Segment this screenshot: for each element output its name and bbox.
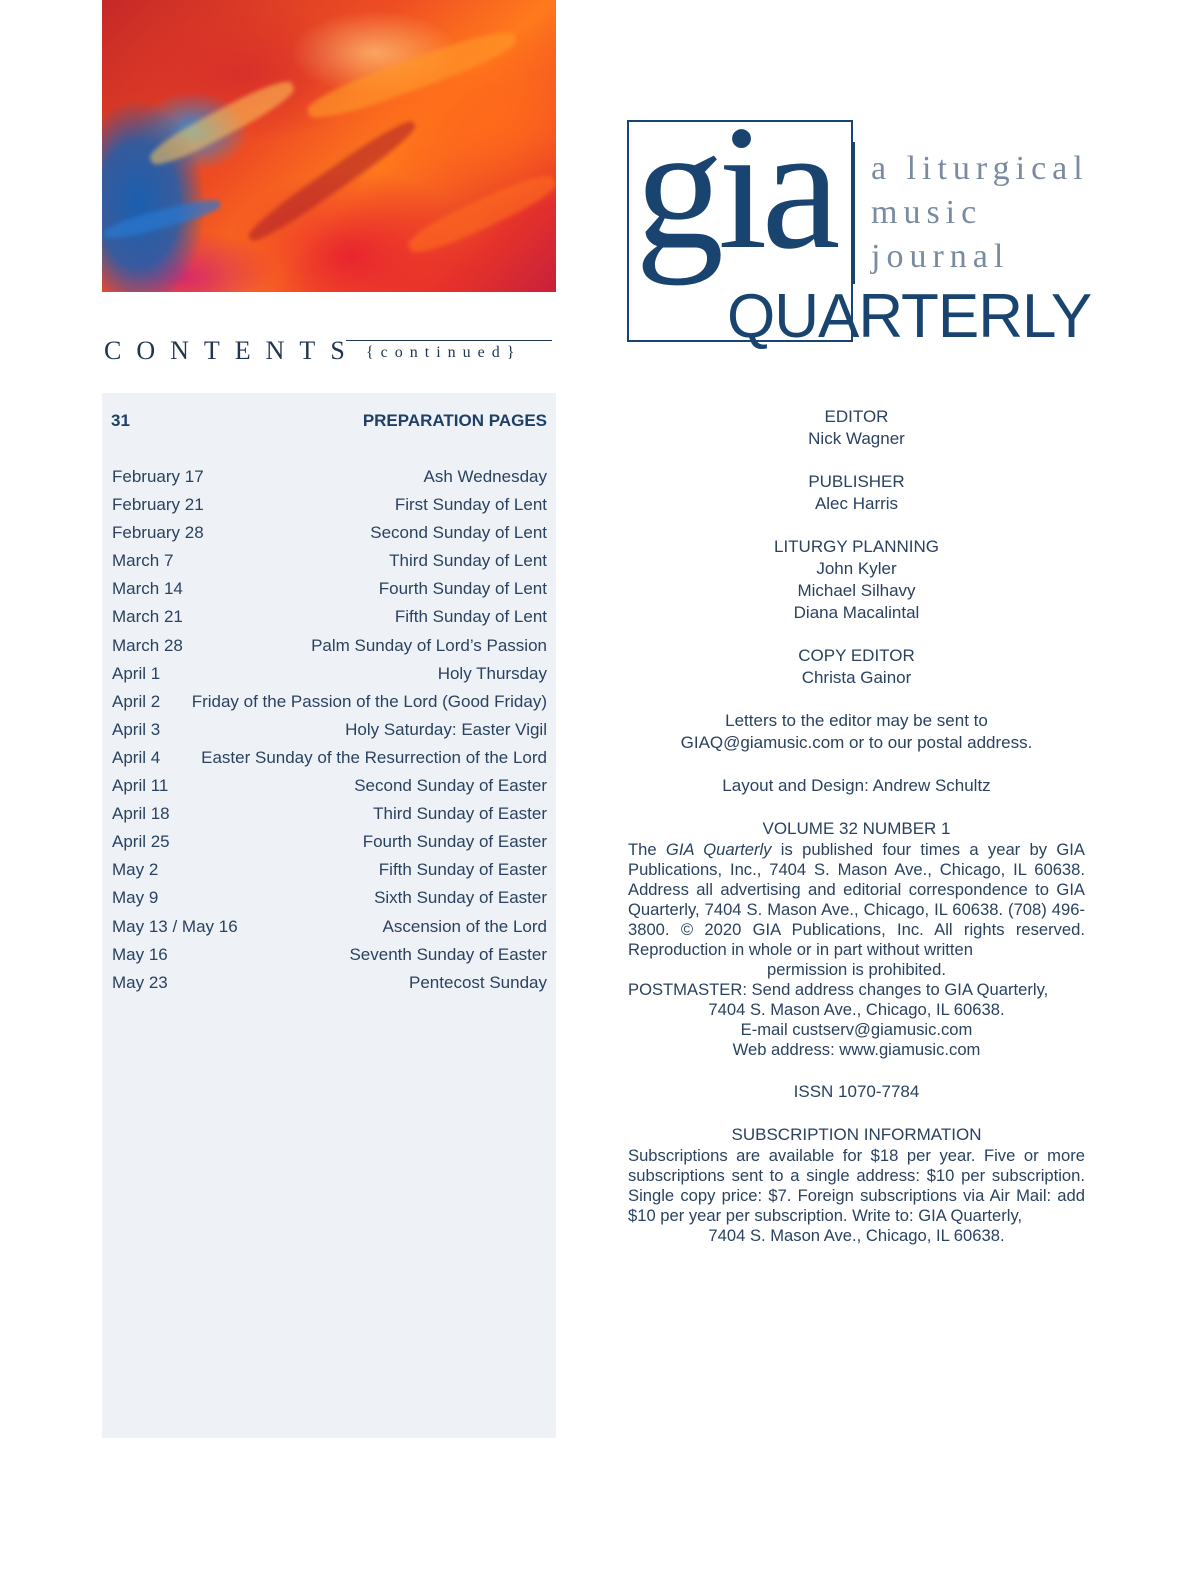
row-feast: Fourth Sunday of Easter	[362, 832, 547, 852]
row-date: April 25	[112, 832, 170, 852]
publisher-name: Alec Harris	[814, 494, 899, 513]
row-date: May 16	[112, 944, 168, 964]
row-feast: Third Sunday of Lent	[389, 551, 547, 571]
pub-body: is published four times a year by GIA Publications, Inc., 7404 S. Mason Ave., Chicago, IL 60638. Address all advertising and editorial correspondence to GIA Quarterly, 7404 S. Mason Ave., Chicago, IL 60638. (708) 496-3800. © 2020 GIA Publications, Inc. All rights reserved. Reproduction in whole or in part without written	[628, 840, 1085, 959]
row-date: February 17	[112, 467, 204, 486]
web-line[interactable]: Web address: www.giamusic.com	[732, 1040, 981, 1059]
editor-block	[628, 406, 1085, 450]
liturgy-name: Diana Macalintal	[793, 603, 920, 622]
contents-row[interactable]	[112, 465, 547, 493]
postmaster-text: POSTMASTER: Send address changes to GIA Quarterly,	[628, 980, 1049, 999]
contents-row[interactable]	[112, 915, 547, 943]
row-date: May 23	[112, 972, 168, 992]
row-date: May 2	[112, 860, 159, 880]
copy-editor-block	[628, 645, 1085, 689]
logo-tagline-line: music	[871, 194, 983, 231]
logo-gia-wordmark: gia	[635, 88, 835, 286]
contents-row[interactable]	[112, 634, 547, 662]
row-date: May 13 / May 16	[112, 916, 238, 936]
contents-row[interactable]	[112, 577, 547, 605]
contents-title: CONTENTS	[104, 336, 360, 365]
row-feast: Fifth Sunday of Easter	[378, 860, 547, 880]
subscription-text: Subscriptions are available for $18 per year. Five or more subscriptions sent to a single address: $10 per subscription. Single copy price: $7. Foreign subscriptions via Air Mail: add $10 per year per subscription. Write to: GIA Quarterly,	[628, 1146, 1085, 1225]
letters-block	[628, 710, 1085, 754]
logo-tagline-line: a liturgical	[871, 150, 1089, 187]
contents-row[interactable]	[112, 493, 547, 521]
postmaster-address: 7404 S. Mason Ave., Chicago, IL 60638.	[708, 1000, 1005, 1019]
row-date: May 9	[112, 888, 159, 908]
paint-streak	[244, 115, 420, 248]
row-date: March 14	[112, 579, 183, 599]
subscription-label: SUBSCRIPTION INFORMATION	[731, 1125, 982, 1144]
subscription-address: 7404 S. Mason Ave., Chicago, IL 60638.	[708, 1226, 1005, 1245]
letters-email[interactable]: GIAQ@giamusic.com or to our postal address.	[680, 733, 1033, 752]
contents-panel	[102, 393, 556, 1438]
pub-end: permission is prohibited.	[767, 960, 946, 979]
gia-quarterly-logo	[627, 88, 1097, 368]
paint-streak	[145, 74, 298, 172]
subscription-block	[628, 1124, 1085, 1246]
row-feast: Holy Saturday: Easter Vigil	[345, 719, 547, 739]
liturgy-label: LITURGY PLANNING	[773, 537, 939, 556]
logo-quarterly-wordmark: QUARTERLY	[727, 282, 1092, 351]
section-header	[111, 411, 547, 435]
masthead	[628, 406, 1085, 1267]
row-date: April 1	[112, 663, 161, 683]
row-feast: Friday of the Passion of the Lord (Good Friday)	[191, 691, 547, 711]
liturgy-block	[628, 536, 1085, 624]
row-date: April 18	[112, 804, 170, 824]
row-date: April 2	[112, 691, 161, 711]
volume-number: VOLUME 32 NUMBER 1	[762, 819, 951, 838]
row-date: March 28	[112, 635, 183, 655]
row-feast: Holy Thursday	[437, 663, 547, 683]
row-feast: Ash Wednesday	[423, 467, 547, 486]
row-feast: First Sunday of Lent	[394, 495, 547, 515]
copy-editor-label: COPY EDITOR	[798, 646, 915, 665]
row-feast: Sixth Sunday of Easter	[374, 888, 547, 908]
contents-row[interactable]	[112, 549, 547, 577]
row-feast: Seventh Sunday of Easter	[349, 944, 547, 964]
row-feast: Easter Sunday of the Resurrection of the Lord	[201, 747, 547, 767]
email-line[interactable]: E-mail custserv@giamusic.com	[740, 1020, 973, 1039]
copy-editor-name: Christa Gainor	[801, 668, 912, 687]
letters-text: Letters to the editor may be sent to	[725, 711, 988, 730]
contents-row[interactable]	[112, 943, 547, 971]
logo-tagline-line: journal	[871, 238, 1010, 275]
paint-streak	[404, 168, 556, 261]
contents-row[interactable]	[112, 746, 547, 774]
pub-title: GIA Quarterly	[665, 840, 772, 859]
row-date: February 28	[112, 523, 204, 543]
row-feast: Palm Sunday of Lord’s Passion	[311, 635, 547, 655]
logo-divider	[853, 142, 855, 284]
contents-row[interactable]	[112, 858, 547, 886]
contents-row[interactable]	[112, 802, 547, 830]
section-title[interactable]: PREPARATION PAGES	[362, 411, 547, 430]
row-feast: Ascension of the Lord	[382, 916, 547, 936]
publisher-block	[628, 471, 1085, 515]
row-date: April 4	[112, 747, 161, 767]
contents-row[interactable]	[112, 886, 547, 914]
paint-streak	[304, 23, 521, 126]
editor-name: Nick Wagner	[808, 429, 905, 448]
contents-row[interactable]	[112, 690, 547, 718]
row-feast: Fourth Sunday of Lent	[378, 579, 547, 599]
row-feast: Second Sunday of Lent	[370, 523, 547, 543]
contents-row[interactable]	[112, 971, 547, 999]
liturgy-name: Michael Silhavy	[797, 581, 916, 600]
row-date: April 11	[112, 776, 169, 796]
cover-artwork	[102, 0, 556, 292]
row-feast: Second Sunday of Easter	[354, 776, 547, 796]
editor-label: EDITOR	[824, 407, 889, 426]
pub-the: The	[628, 840, 666, 859]
contents-row[interactable]	[112, 718, 547, 746]
contents-continued: {continued}	[366, 344, 522, 361]
row-feast: Pentecost Sunday	[409, 972, 547, 992]
section-page-number[interactable]: 31	[111, 411, 130, 430]
subscription-info	[628, 1146, 1085, 1246]
row-feast: Third Sunday of Easter	[373, 804, 547, 824]
contents-row[interactable]	[112, 830, 547, 858]
contents-rule	[346, 340, 552, 341]
publisher-label: PUBLISHER	[808, 472, 905, 491]
row-feast: Fifth Sunday of Lent	[394, 607, 547, 627]
paint-streak	[102, 195, 222, 243]
row-date: March 7	[112, 551, 174, 571]
publication-info	[628, 840, 1085, 1060]
publication-block	[628, 818, 1085, 1060]
contents-heading	[104, 336, 554, 376]
layout-credit: Layout and Design: Andrew Schultz	[722, 776, 991, 795]
contents-row[interactable]	[112, 774, 547, 802]
issn: ISSN 1070-7784	[793, 1082, 920, 1101]
contents-row[interactable]	[112, 521, 547, 549]
contents-row[interactable]	[112, 662, 547, 690]
contents-list	[112, 465, 547, 999]
row-date: February 21	[112, 495, 204, 515]
contents-row[interactable]	[112, 605, 547, 633]
liturgy-name: John Kyler	[816, 559, 897, 578]
row-date: April 3	[112, 719, 161, 739]
row-date: March 21	[112, 607, 183, 627]
